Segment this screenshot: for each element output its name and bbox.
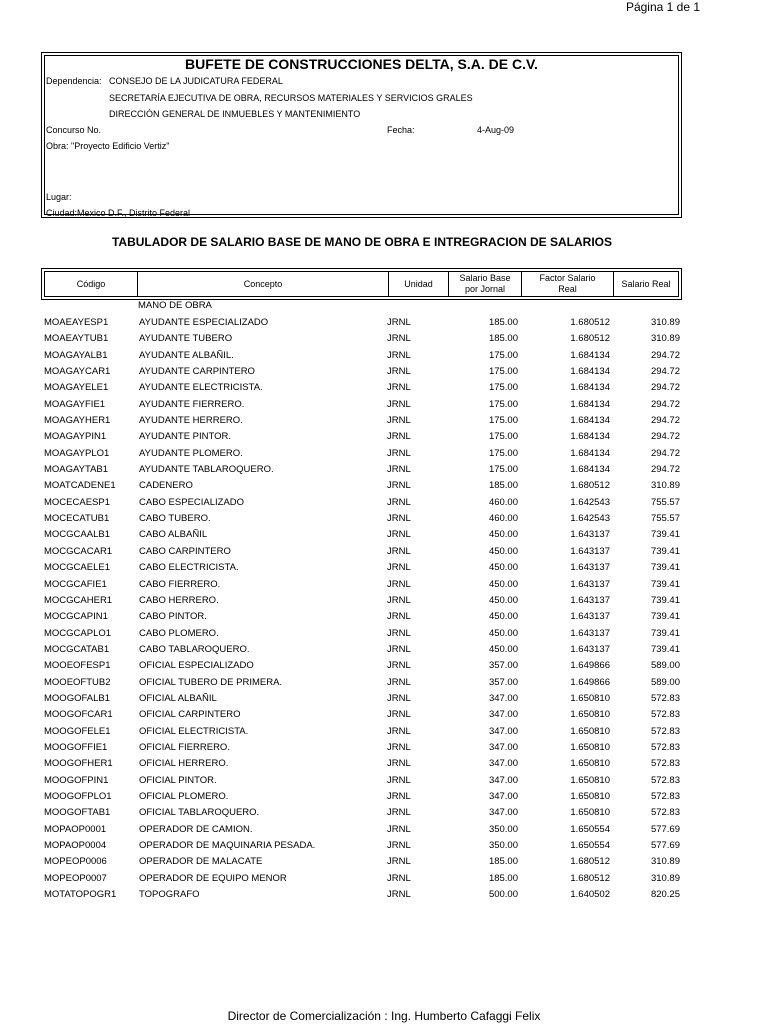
table-row (44, 838, 684, 854)
cell-codigo: MOOGOFPIN1 (44, 774, 109, 786)
cell-salario-base: 185.00 (488, 856, 518, 868)
cell-codigo: MOCGCAPIN1 (44, 611, 108, 623)
cell-concepto: OPERADOR DE MAQUINARIA PESADA. (139, 840, 316, 851)
cell-concepto: CABO HERRERO. (139, 594, 219, 606)
cell-unidad: JRNL (387, 431, 411, 443)
table-row (44, 822, 684, 838)
cell-codigo: MOOGOFELE1 (44, 725, 111, 737)
company-name: BUFETE DE CONSTRUCCIONES DELTA, S.A. DE C.V. (185, 56, 538, 72)
table-row (44, 609, 684, 625)
cell-factor: 1.684134 (570, 382, 610, 394)
cell-salario-real: 577.69 (650, 823, 680, 835)
cell-unidad: JRNL (387, 480, 411, 492)
cell-salario-base: 347.00 (488, 709, 518, 721)
cell-salario-real: 589.00 (650, 676, 680, 688)
cell-factor: 1.640502 (570, 889, 610, 901)
table-row (44, 871, 684, 887)
cell-unidad: JRNL (387, 758, 411, 770)
cell-salario-base: 175.00 (488, 431, 518, 443)
cell-salario-real: 294.72 (650, 447, 680, 459)
cell-factor: 1.650810 (570, 709, 610, 721)
cell-unidad: JRNL (387, 774, 411, 786)
cell-codigo: MOCGCAHER1 (44, 594, 113, 606)
cell-unidad: JRNL (387, 840, 411, 851)
dependencia-value: CONSEJO DE LA JUDICATURA FEDERAL (109, 76, 283, 86)
cell-factor: 1.643137 (570, 643, 610, 655)
cell-concepto: AYUDANTE HERRERO. (139, 415, 243, 427)
cell-concepto: OFICIAL TABLAROQUERO. (139, 807, 260, 819)
cell-factor: 1.680512 (570, 856, 610, 868)
cell-unidad: JRNL (387, 872, 411, 884)
cell-unidad: JRNL (387, 807, 411, 819)
cell-codigo: MOPEOP0006 (44, 856, 107, 868)
cell-unidad: JRNL (387, 709, 411, 721)
cell-salario-real: 820.25 (650, 889, 680, 901)
cell-salario-real: 310.89 (650, 480, 680, 492)
cell-concepto: AYUDANTE ESPECIALIZADO (139, 317, 269, 328)
cell-unidad: JRNL (387, 676, 411, 688)
cell-unidad: JRNL (387, 513, 411, 525)
table-row (44, 789, 684, 805)
cell-codigo: MOPAOP0001 (44, 823, 107, 835)
cell-salario-base: 185.00 (488, 317, 518, 328)
cell-codigo: MOOGOFFIE1 (44, 741, 108, 753)
cell-salario-real: 294.72 (650, 464, 680, 476)
header-inner-frame (44, 55, 679, 218)
cell-factor: 1.650810 (570, 692, 610, 704)
cell-salario-base: 500.00 (488, 889, 518, 901)
cell-factor: 1.650554 (570, 823, 610, 835)
cell-unidad: JRNL (387, 545, 411, 557)
cell-salario-base: 357.00 (488, 676, 518, 688)
table-row (44, 756, 684, 772)
cell-factor: 1.650554 (570, 840, 610, 851)
table-row (44, 854, 684, 870)
cell-unidad: JRNL (387, 496, 411, 508)
cell-unidad: JRNL (387, 856, 411, 868)
cell-salario-real: 739.41 (650, 611, 680, 623)
cell-codigo: MOPAOP0004 (44, 840, 107, 851)
cell-codigo: MOCGCATAB1 (44, 643, 110, 655)
cell-salario-base: 450.00 (488, 529, 518, 541)
cell-unidad: JRNL (387, 529, 411, 541)
cell-salario-real: 577.69 (650, 840, 680, 851)
cell-concepto: CABO PLOMERO. (139, 627, 219, 639)
cell-concepto: CABO ELECTRICISTA. (139, 562, 239, 574)
secretaria-line: SECRETARÍA EJECUTIVA DE OBRA, RECURSOS MATERIALES Y SERVICIOS GRALES (109, 93, 473, 103)
table-row (44, 462, 684, 478)
table-row (44, 364, 684, 380)
cell-codigo: MOOEOFTUB2 (44, 676, 111, 688)
cell-unidad: JRNL (387, 725, 411, 737)
cell-factor: 1.684134 (570, 366, 610, 378)
cell-factor: 1.650810 (570, 807, 610, 819)
table-header (41, 268, 682, 300)
cell-unidad: JRNL (387, 398, 411, 410)
cell-salario-base: 450.00 (488, 627, 518, 639)
cell-factor: 1.642543 (570, 513, 610, 525)
ciudad-line: Ciudad:Mexico D.F., Distrito Federal (46, 208, 191, 218)
cell-salario-base: 175.00 (488, 366, 518, 378)
cell-factor: 1.650810 (570, 725, 610, 737)
table-row (44, 626, 684, 642)
direccion-line: DIRECCIÓN GENERAL DE INMUEBLES Y MANTENIMIENTO (109, 109, 361, 119)
cell-concepto: AYUDANTE PLOMERO. (139, 447, 243, 459)
cell-unidad: JRNL (387, 578, 411, 590)
cell-salario-base: 450.00 (488, 545, 518, 557)
cell-codigo: MOOGOFPLO1 (44, 790, 112, 802)
footer-signature: Director de Comercialización : Ing. Humberto Cafaggi Felix (227, 1009, 541, 1023)
cell-salario-base: 450.00 (488, 594, 518, 606)
cell-salario-base: 450.00 (488, 578, 518, 590)
cell-salario-real: 294.72 (650, 366, 680, 378)
cell-concepto: CADENERO (139, 480, 193, 492)
col-header-salario-base (449, 272, 522, 296)
cell-concepto: AYUDANTE CARPINTERO (139, 366, 255, 378)
cell-codigo: MOCGCAFIE1 (44, 578, 107, 590)
col-header-salario-real-label: Salario Real (621, 278, 671, 289)
cell-factor: 1.650810 (570, 758, 610, 770)
table-row (44, 577, 684, 593)
table-row (44, 740, 684, 756)
cell-unidad: JRNL (387, 823, 411, 835)
cell-unidad: JRNL (387, 562, 411, 574)
cell-concepto: AYUDANTE TUBERO (139, 333, 233, 345)
cell-factor: 1.643137 (570, 611, 610, 623)
col-header-factor-line1: Factor Salario (539, 273, 596, 283)
cell-salario-base: 185.00 (488, 872, 518, 884)
table-row (44, 642, 684, 658)
cell-salario-real: 294.72 (650, 431, 680, 443)
cell-salario-real: 739.41 (650, 643, 680, 655)
cell-unidad: JRNL (387, 447, 411, 459)
cell-salario-real: 739.41 (650, 578, 680, 590)
cell-salario-base: 347.00 (488, 758, 518, 770)
cell-concepto: OFICIAL TUBERO DE PRIMERA. (139, 676, 283, 688)
cell-codigo: MOPEOP0007 (44, 872, 107, 884)
page-number: Página 1 de 1 (625, 0, 700, 14)
cell-salario-base: 175.00 (488, 447, 518, 459)
cell-unidad: JRNL (387, 692, 411, 704)
cell-codigo: MOAGAYALB1 (44, 349, 108, 361)
table-row (44, 724, 684, 740)
table-row (44, 397, 684, 413)
cell-concepto: OFICIAL PINTOR. (139, 774, 217, 786)
cell-codigo: MOOEOFESP1 (44, 660, 111, 672)
cell-salario-base: 347.00 (488, 725, 518, 737)
dependencia-label: Dependencia: (46, 76, 102, 86)
cell-factor: 1.643137 (570, 562, 610, 574)
cell-unidad: JRNL (387, 889, 411, 901)
cell-unidad: JRNL (387, 415, 411, 427)
cell-factor: 1.642543 (570, 496, 610, 508)
cell-codigo: MOOGOFTAB1 (44, 807, 111, 819)
col-header-unidad (389, 272, 449, 296)
cell-salario-real: 310.89 (650, 872, 680, 884)
cell-salario-base: 175.00 (488, 398, 518, 410)
cell-salario-real: 310.89 (650, 317, 680, 328)
col-header-salario-real (614, 272, 678, 296)
cell-factor: 1.650810 (570, 774, 610, 786)
cell-codigo: MOAGAYHER1 (44, 415, 111, 427)
table-row (44, 887, 684, 903)
cell-concepto: OPERADOR DE MALACATE (139, 856, 263, 868)
cell-codigo: MOAGAYTAB1 (44, 464, 109, 476)
cell-salario-base: 347.00 (488, 807, 518, 819)
cell-codigo: MOAGAYPIN1 (44, 431, 107, 443)
cell-factor: 1.643137 (570, 594, 610, 606)
table-row (44, 380, 684, 396)
cell-salario-real: 739.41 (650, 545, 680, 557)
cell-unidad: JRNL (387, 790, 411, 802)
cell-concepto: CABO ESPECIALIZADO (139, 496, 245, 508)
col-header-codigo-label: Código (76, 278, 106, 289)
cell-unidad: JRNL (387, 349, 411, 361)
table-row (44, 511, 684, 527)
cell-concepto: OFICIAL CARPINTERO (139, 709, 241, 721)
cell-codigo: MOATCADENE1 (44, 480, 116, 492)
cell-salario-base: 175.00 (488, 349, 518, 361)
cell-factor: 1.643137 (570, 578, 610, 590)
cell-unidad: JRNL (387, 464, 411, 476)
cell-concepto: CABO PINTOR. (139, 611, 207, 623)
cell-codigo: MOAEAYTUB1 (44, 333, 109, 345)
cell-salario-real: 572.83 (650, 807, 680, 819)
table-row (44, 593, 684, 609)
cell-salario-base: 460.00 (488, 513, 518, 525)
fecha-value: 4-Aug-09 (477, 125, 515, 135)
table-row (44, 348, 684, 364)
cell-salario-real: 572.83 (650, 790, 680, 802)
cell-salario-real: 294.72 (650, 382, 680, 394)
cell-codigo: MOOGOFCAR1 (44, 709, 113, 721)
fecha-label: Fecha: (387, 125, 415, 135)
cell-codigo: MOCECATUB1 (44, 513, 110, 525)
cell-salario-real: 294.72 (650, 398, 680, 410)
table-row (44, 331, 684, 347)
cell-salario-base: 460.00 (488, 496, 518, 508)
header-box (41, 52, 682, 218)
cell-salario-real: 589.00 (650, 660, 680, 672)
table-body (44, 315, 684, 903)
cell-salario-real: 310.89 (650, 333, 680, 345)
cell-salario-base: 185.00 (488, 333, 518, 345)
cell-salario-base: 357.00 (488, 660, 518, 672)
cell-codigo: MOOGOFALB1 (44, 692, 110, 704)
col-header-concepto-label: Concepto (243, 278, 283, 289)
cell-codigo: MOCGCAPLO1 (44, 627, 112, 639)
cell-factor: 1.643137 (570, 545, 610, 557)
cell-factor: 1.649866 (570, 660, 610, 672)
table-header-inner (44, 271, 679, 297)
cell-unidad: JRNL (387, 611, 411, 623)
cell-unidad: JRNL (387, 382, 411, 394)
cell-codigo: MOAGAYPLO1 (44, 447, 110, 459)
cell-salario-real: 310.89 (650, 856, 680, 868)
cell-concepto: OFICIAL FIERRERO. (139, 741, 230, 753)
cell-concepto: CABO FIERRERO. (139, 578, 221, 590)
cell-salario-base: 347.00 (488, 741, 518, 753)
cell-concepto: AYUDANTE TABLAROQUERO. (139, 464, 274, 476)
cell-factor: 1.684134 (570, 431, 610, 443)
cell-concepto: CABO TUBERO. (139, 513, 211, 525)
cell-concepto: OPERADOR DE EQUIPO MENOR (139, 872, 287, 884)
table-row (44, 495, 684, 511)
cell-codigo: MOTATOPOGR1 (44, 889, 117, 901)
cell-unidad: JRNL (387, 594, 411, 606)
cell-factor: 1.680512 (570, 333, 610, 345)
table-row (44, 478, 684, 494)
cell-salario-base: 350.00 (488, 823, 518, 835)
cell-factor: 1.643137 (570, 529, 610, 541)
table-row (44, 773, 684, 789)
cell-factor: 1.684134 (570, 398, 610, 410)
cell-salario-base: 450.00 (488, 611, 518, 623)
cell-factor: 1.650810 (570, 790, 610, 802)
cell-concepto: CABO TABLAROQUERO. (139, 643, 250, 655)
cell-unidad: JRNL (387, 317, 411, 328)
cell-salario-base: 175.00 (488, 464, 518, 476)
cell-salario-base: 347.00 (488, 790, 518, 802)
cell-unidad: JRNL (387, 333, 411, 345)
cell-unidad: JRNL (387, 366, 411, 378)
cell-salario-real: 755.57 (650, 496, 680, 508)
cell-factor: 1.650810 (570, 741, 610, 753)
cell-salario-real: 739.41 (650, 562, 680, 574)
cell-factor: 1.680512 (570, 480, 610, 492)
table-row (44, 446, 684, 462)
cell-salario-base: 450.00 (488, 643, 518, 655)
cell-factor: 1.684134 (570, 349, 610, 361)
cell-salario-real: 739.41 (650, 594, 680, 606)
cell-codigo: MOAGAYFIE1 (44, 398, 106, 410)
lugar-line: Lugar: (46, 192, 72, 202)
cell-codigo: MOCGCAELE1 (44, 562, 110, 574)
cell-unidad: JRNL (387, 660, 411, 672)
cell-codigo: MOAGAYELE1 (44, 382, 109, 394)
cell-concepto: CABO ALBAÑIL (139, 529, 208, 541)
cell-concepto: AYUDANTE ELECTRICISTA. (139, 382, 263, 394)
table-row (44, 413, 684, 429)
cell-salario-real: 572.83 (650, 692, 680, 704)
table-row (44, 315, 684, 331)
cell-salario-real: 739.41 (650, 627, 680, 639)
table-row (44, 675, 684, 691)
cell-salario-real: 572.83 (650, 741, 680, 753)
cell-factor: 1.684134 (570, 464, 610, 476)
col-header-concepto (138, 272, 389, 296)
document-title: TABULADOR DE SALARIO BASE DE MANO DE OBRA E INTREGRACION DE SALARIOS (111, 235, 612, 249)
col-header-salario-base-line1: Salario Base (459, 273, 511, 283)
cell-salario-base: 347.00 (488, 692, 518, 704)
cell-concepto: OFICIAL HERRERO. (139, 758, 229, 770)
cell-factor: 1.680512 (570, 317, 610, 328)
cell-salario-base: 185.00 (488, 480, 518, 492)
cell-salario-real: 572.83 (650, 709, 680, 721)
table-row (44, 429, 684, 445)
cell-salario-real: 739.41 (650, 529, 680, 541)
col-header-codigo (45, 272, 138, 296)
cell-concepto: OFICIAL ALBAÑIL (139, 692, 217, 704)
cell-concepto: AYUDANTE ALBAÑIL. (139, 349, 234, 361)
cell-unidad: JRNL (387, 741, 411, 753)
cell-unidad: JRNL (387, 627, 411, 639)
cell-factor: 1.649866 (570, 676, 610, 688)
cell-concepto: AYUDANTE FIERRERO. (139, 398, 245, 410)
cell-factor: 1.684134 (570, 415, 610, 427)
col-header-unidad-label: Unidad (404, 278, 433, 289)
col-header-factor-line2: Real (558, 284, 577, 294)
col-header-factor (522, 272, 614, 296)
obra-line: Obra: "Proyecto Edificio Vertiz" (46, 141, 170, 151)
cell-salario-real: 572.83 (650, 774, 680, 786)
cell-concepto: OFICIAL ELECTRICISTA. (139, 725, 249, 737)
table-row (44, 707, 684, 723)
cell-concepto: OPERADOR DE CAMION. (139, 823, 253, 835)
cell-factor: 1.643137 (570, 627, 610, 639)
cell-codigo: MOCGCAALB1 (44, 529, 110, 541)
cell-codigo: MOCECAESP1 (44, 496, 110, 508)
cell-salario-base: 350.00 (488, 840, 518, 851)
cell-salario-real: 572.83 (650, 725, 680, 737)
table-row (44, 560, 684, 576)
cell-codigo: MOCGCACAR1 (44, 545, 113, 557)
cell-concepto: OFICIAL ESPECIALIZADO (139, 660, 254, 672)
table-row (44, 658, 684, 674)
table-row (44, 691, 684, 707)
section-label: MANO DE OBRA (138, 300, 212, 311)
concurso-label: Concurso No. (46, 125, 102, 135)
cell-factor: 1.684134 (570, 447, 610, 459)
cell-salario-real: 572.83 (650, 758, 680, 770)
cell-concepto: OFICIAL PLOMERO. (139, 790, 229, 802)
cell-concepto: TOPOGRAFO (139, 889, 200, 901)
cell-salario-base: 450.00 (488, 562, 518, 574)
cell-codigo: MOOGOFHER1 (44, 758, 113, 770)
cell-codigo: MOAEAYESP1 (44, 317, 109, 328)
cell-codigo: MOAGAYCAR1 (44, 366, 111, 378)
cell-salario-real: 294.72 (650, 415, 680, 427)
table-row (44, 527, 684, 543)
cell-unidad: JRNL (387, 643, 411, 655)
cell-salario-base: 175.00 (488, 415, 518, 427)
cell-factor: 1.680512 (570, 872, 610, 884)
cell-salario-base: 347.00 (488, 774, 518, 786)
col-header-salario-base-line2: por Jornal (464, 284, 506, 294)
table-row (44, 544, 684, 560)
cell-concepto: CABO CARPINTERO (139, 545, 231, 557)
cell-concepto: AYUDANTE PINTOR. (139, 431, 232, 443)
cell-salario-real: 755.57 (650, 513, 680, 525)
cell-salario-real: 294.72 (650, 349, 680, 361)
table-row (44, 805, 684, 821)
cell-salario-base: 175.00 (488, 382, 518, 394)
